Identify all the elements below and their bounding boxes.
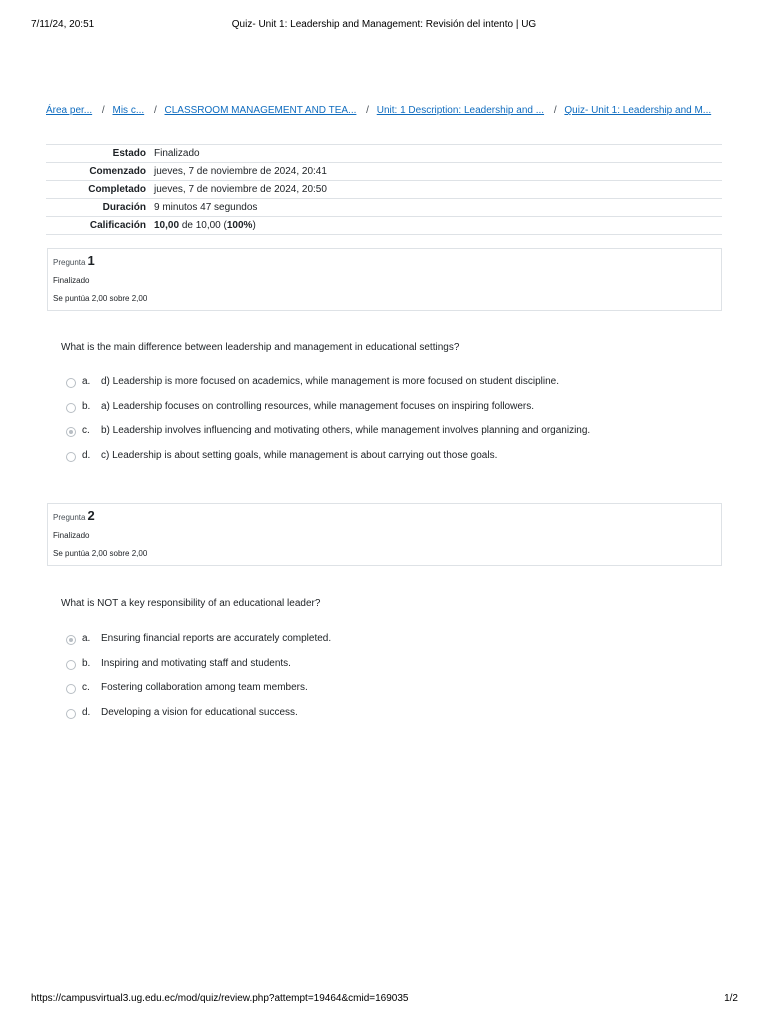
answer-letter: a. — [82, 376, 91, 387]
summary-value: jueves, 7 de noviembre de 2024, 20:41 — [150, 163, 722, 181]
answer-letter: d. — [82, 706, 91, 718]
question-text-2: What is NOT a key responsibility of an educational leader? — [61, 598, 321, 609]
answer-letter: c. — [82, 682, 90, 693]
radio-button[interactable] — [66, 403, 76, 413]
print-page-title: Quiz- Unit 1: Leadership and Management: Revisión del intento | UG — [231, 19, 537, 30]
answer-letter: a. — [82, 633, 91, 644]
summary-value: 9 minutos 47 segundos — [150, 199, 722, 217]
question-number-value: 1 — [87, 253, 95, 268]
radio-button[interactable] — [66, 452, 76, 462]
radio-button-selected[interactable] — [66, 427, 76, 437]
grade-score: 10,00 — [154, 220, 180, 231]
summary-label: Estado — [46, 145, 150, 163]
answer-letter: b. — [82, 657, 91, 669]
breadcrumb-item-mis-cursos[interactable]: Mis c... — [112, 105, 145, 116]
question-info-2 — [47, 503, 722, 566]
breadcrumb-separator: / — [101, 105, 105, 116]
question-number-value: 2 — [87, 508, 95, 523]
answer-letter: d. — [82, 449, 91, 461]
breadcrumb — [46, 105, 726, 119]
breadcrumb-item-quiz[interactable]: Quiz- Unit 1: Leadership and M... — [564, 105, 712, 116]
grade-of: de 10,00 ( — [181, 220, 227, 231]
question-grade: Se puntúa 2,00 sobre 2,00 — [53, 549, 148, 558]
attempt-summary-table — [46, 144, 722, 235]
answer-letter: c. — [82, 425, 90, 436]
question-state: Finalizado — [53, 531, 90, 540]
answer-text: c) Leadership is about setting goals, while management is about carrying out those goals. — [101, 449, 498, 461]
summary-value: jueves, 7 de noviembre de 2024, 20:50 — [150, 181, 722, 199]
breadcrumb-separator: / — [366, 105, 369, 116]
answer-text: d) Leadership is more focused on academics, while management is more focused on student discipline. — [101, 376, 560, 387]
radio-button[interactable] — [66, 378, 76, 388]
print-page-number: 1/2 — [724, 993, 738, 1004]
print-header — [0, 19, 768, 33]
question-prefix: Pregunta — [53, 513, 86, 522]
breadcrumb-item-course[interactable]: CLASSROOM MANAGEMENT AND TEA... — [164, 105, 357, 116]
summary-label: Comenzado — [46, 163, 150, 181]
summary-row-completed — [46, 181, 722, 199]
summary-label: Duración — [46, 199, 150, 217]
breadcrumb-item-unit[interactable]: Unit: 1 Description: Leadership and ... — [376, 105, 545, 116]
grade-percent: 100% — [226, 220, 253, 231]
summary-label: Completado — [46, 181, 150, 199]
summary-row-duration — [46, 199, 722, 217]
print-url: https://campusvirtual3.ug.edu.ec/mod/quiz/review.php?attempt=19464&cmid=169035 — [31, 993, 409, 1004]
summary-value — [150, 217, 722, 235]
breadcrumb-item-area-personal[interactable]: Área per... — [46, 105, 93, 116]
grade-close: ) — [252, 220, 256, 231]
question-number — [53, 508, 95, 523]
question-grade: Se puntúa 2,00 sobre 2,00 — [53, 294, 148, 303]
radio-button[interactable] — [66, 709, 76, 719]
question-state: Finalizado — [53, 276, 90, 285]
summary-row-grade — [46, 217, 722, 235]
answer-text: Inspiring and motivating staff and students. — [101, 657, 291, 669]
summary-row-started — [46, 163, 722, 181]
answer-letter: b. — [82, 400, 91, 412]
question-prefix: Pregunta — [53, 258, 86, 267]
summary-value: Finalizado — [150, 145, 722, 163]
question-number — [53, 253, 95, 268]
answer-text: b) Leadership involves influencing and motivating others, while management involves planning and organizing. — [101, 425, 591, 436]
summary-row-state — [46, 145, 722, 163]
radio-button[interactable] — [66, 684, 76, 694]
radio-button[interactable] — [66, 660, 76, 670]
answer-text: Developing a vision for educational success. — [101, 706, 298, 718]
summary-label: Calificación — [46, 217, 150, 235]
answer-text: a) Leadership focuses on controlling resources, while management focuses on inspiring followers. — [101, 400, 535, 412]
radio-button-selected[interactable] — [66, 635, 76, 645]
print-datetime: 7/11/24, 20:51 — [31, 19, 95, 30]
question-info-1 — [47, 248, 722, 311]
breadcrumb-separator: / — [153, 105, 157, 116]
question-text-1: What is the main difference between leadership and management in educational settings? — [61, 342, 460, 353]
answer-text: Fostering collaboration among team members. — [101, 682, 308, 693]
breadcrumb-separator: / — [553, 105, 557, 116]
answer-text: Ensuring financial reports are accurately completed. — [101, 633, 332, 644]
